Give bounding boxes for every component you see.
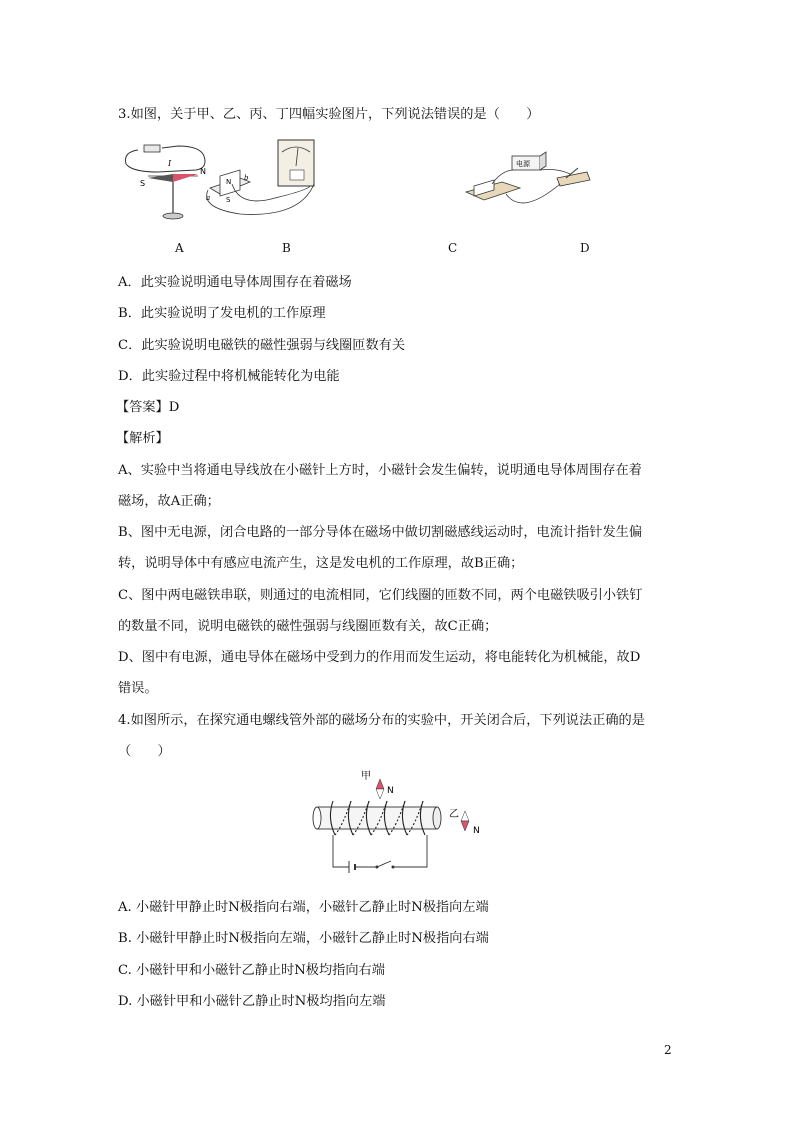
q3-analysis-line: 的数量不同，说明电磁铁的磁性强弱与线圈匝数有关，故C正确； bbox=[118, 619, 498, 634]
figure-b-generator bbox=[200, 138, 325, 223]
page-number: 2 bbox=[664, 1043, 672, 1057]
figure-label-c: C bbox=[448, 241, 458, 255]
figure-solenoid bbox=[305, 765, 500, 880]
figure-label-a: A bbox=[175, 241, 184, 255]
q3-analysis-title: 【解析】 bbox=[116, 431, 169, 446]
fig-b-s-label: S bbox=[226, 196, 231, 204]
q3-option-a: A．此实验说明通电导体周围存在着磁场 bbox=[118, 275, 352, 290]
q4-stem-paren: （ ） bbox=[118, 744, 171, 759]
q4-option-b: B. 小磁针甲静止时N极指向左端，小磁针乙静止时N极指向右端 bbox=[118, 931, 489, 946]
fig-a-n-label: N bbox=[200, 167, 206, 176]
q3-analysis-line: 磁场，故A正确； bbox=[118, 494, 220, 509]
q3-option-d: D．此实验过程中将机械能转化为电能 bbox=[118, 369, 340, 384]
fig-a-i-label: I bbox=[168, 159, 172, 168]
q3-option-c: C．此实验说明电磁铁的磁性强弱与线圈匝数有关 bbox=[118, 338, 406, 353]
figure-label-d: D bbox=[580, 241, 590, 255]
yi-label: 乙 bbox=[449, 809, 459, 820]
q3-analysis-line: C、图中两电磁铁串联，则通过的电流相同，它们线圈的匝数不同，两个电磁铁吸引小铁钉 bbox=[118, 588, 643, 603]
q3-analysis-line: A、实验中当将通电导线放在小磁针上方时，小磁针会发生偏转，说明通电导体周围存在着 bbox=[118, 463, 642, 478]
fig-b-a-label: a bbox=[206, 194, 211, 202]
q3-analysis-line: B、图中无电源，闭合电路的一部分导体在磁场中做切割磁感线运动时，电流计指针发生偏 bbox=[118, 525, 642, 540]
q3-analysis-line: 错误。 bbox=[118, 681, 158, 696]
jia-label: 甲 bbox=[361, 771, 371, 782]
figure-label-b: B bbox=[282, 241, 291, 255]
jia-n-label: N bbox=[387, 786, 394, 796]
q4-option-c: C. 小磁针甲和小磁针乙静止时N极均指向右端 bbox=[118, 963, 385, 978]
q4-stem: 4.如图所示，在探究通电螺线管外部的磁场分布的实验中，开关闭合后，下列说法正确的是 bbox=[118, 713, 645, 728]
fig-b-b-label: b bbox=[244, 174, 249, 182]
q4-option-a: A. 小磁针甲静止时N极指向右端，小磁针乙静止时N极指向左端 bbox=[118, 900, 489, 915]
q3-analysis-line: D、图中有电源，通电导体在磁场中受到力的作用而发生运动，将电能转化为机械能，故D bbox=[118, 650, 641, 665]
fig-b-n-label: N bbox=[226, 178, 232, 186]
fig-cd-power-label: 电源 bbox=[516, 160, 530, 168]
q3-answer: 【答案】D bbox=[116, 400, 180, 415]
q3-stem: 3.如图，关于甲、乙、丙、丁四幅实验图片，下列说法错误的是（ ） bbox=[118, 107, 540, 122]
q3-analysis-line: 转，说明导体中有感应电流产生，这是发电机的工作原理，故B正确； bbox=[118, 556, 524, 571]
q3-option-b: B．此实验说明了发电机的工作原理 bbox=[118, 306, 326, 321]
fig-a-s-label: S bbox=[140, 179, 146, 188]
yi-n-label: N bbox=[473, 826, 480, 836]
q4-option-d: D. 小磁针甲和小磁针乙静止时N极均指向左端 bbox=[118, 994, 386, 1009]
figure-cd-motor bbox=[462, 150, 592, 215]
